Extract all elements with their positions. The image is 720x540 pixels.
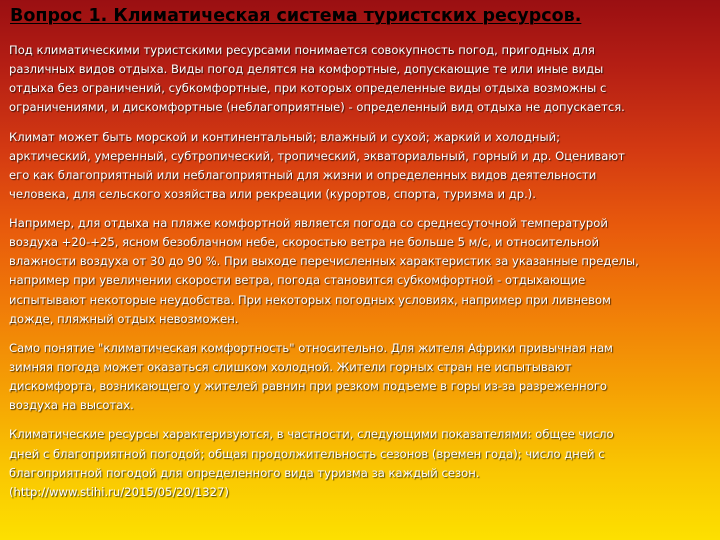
text-line: дней с благоприятной погодой; общая продолжительность сезонов (времен года); число дней с — [9, 446, 605, 461]
text-line: Под климатическими туристскими ресурсами понимается совокупность погод, пригодных для — [9, 43, 595, 57]
text-line: ограничениями, и дискомфортные (неблагоприятные) - определенный вид отдыха не допускается. — [9, 100, 625, 115]
text-line: Само понятие "климатическая комфортность" относительно. Для жителя Африки привычная нам — [9, 340, 613, 355]
text-line: человека, для сельского хозяйства или рекреации (курортов, спорта, туризма и др.). — [9, 186, 536, 201]
slide-title: Вопрос 1. Климатическая система туристских ресурсов. — [10, 6, 582, 26]
text-line: влажности воздуха от 30 до 90 %. При выходе перечисленных характеристик за указанные пределы, — [9, 254, 639, 269]
text-line: воздуха на высотах. — [9, 398, 134, 413]
text-line: воздуха +20-+25, ясном безоблачном небе, скоростью ветра не больше 5 м/с, и относительной — [9, 235, 600, 250]
text-line: дискомфорта, возникающего у жителей равнин при резком подъеме в горы из-за разреженного — [9, 379, 608, 394]
text-line: благоприятной погодой для определенного вида туризма за каждый сезон. — [9, 465, 480, 480]
paragraph-comfort-relativity — [9, 339, 715, 415]
text-line: зимняя погода может оказаться слишком холодной. Жители горных стран не испытывают — [9, 359, 572, 374]
text-line: дожде, пляжный отдых невозможен. — [9, 311, 239, 326]
text-line: Климат может быть морской и континентальный; влажный и сухой; жаркий и холодный; — [9, 129, 561, 144]
text-line: отдыха без ограничений, субкомфортные, при которых определенные виды отдыха возможны с — [9, 81, 607, 96]
paragraph-comfort-types — [9, 41, 715, 117]
paragraph-climate-types — [9, 128, 715, 204]
slide-body — [9, 41, 715, 512]
text-line: Климатические ресурсы характеризуются, в частности, следующими показателями: общее число — [9, 427, 614, 442]
paragraph-beach-example — [9, 214, 715, 329]
text-line: его как благоприятный или неблагоприятный для жизни и определенных видов деятельности — [9, 167, 597, 182]
paragraph-resource-indicators — [9, 425, 715, 501]
text-line: различных видов отдыха. Виды погод делятся на комфортные, допускающие те или иные виды — [9, 62, 604, 77]
source-citation: (http://www.stihi.ru/2015/05/20/1327) — [9, 484, 229, 499]
text-line: например при увеличении скорости ветра, погода становится субкомфортной - отдыхающие — [9, 273, 586, 288]
text-line: арктический, умеренный, субтропический, тропический, экваториальный, горный и др. Оценивают — [9, 148, 625, 163]
text-line: испытывают некоторые неудобства. При некоторых погодных условиях, например при ливневом — [9, 292, 611, 307]
text-line: Например, для отдыха на пляже комфортной является погода со среднесуточной температурой — [9, 216, 608, 231]
